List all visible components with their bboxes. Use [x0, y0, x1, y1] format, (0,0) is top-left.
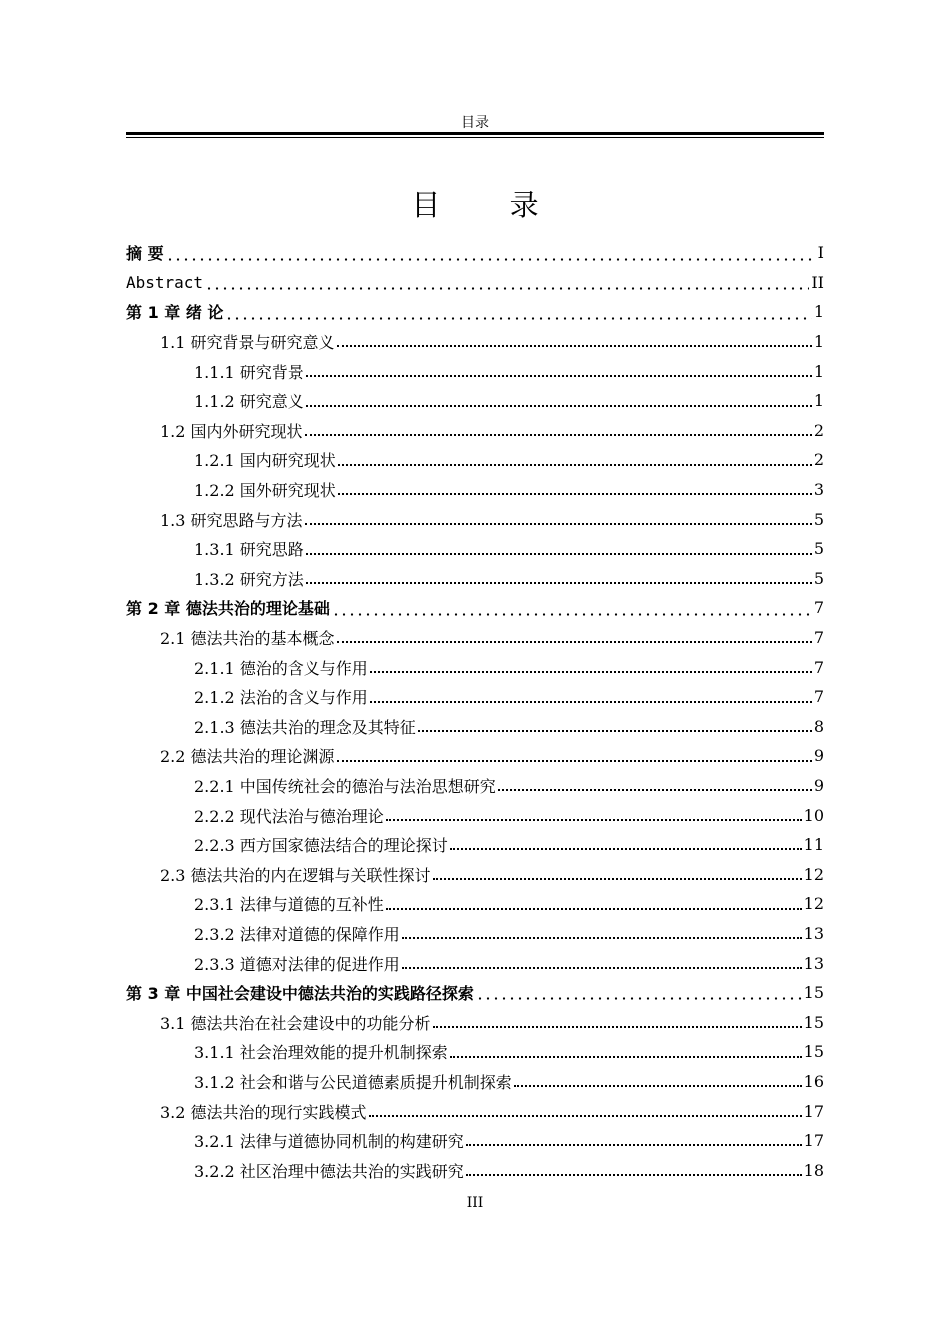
toc-entry[interactable] — [126, 504, 824, 534]
toc-entry-page: 15 — [803, 1042, 824, 1062]
toc-dot-leader — [306, 374, 812, 377]
table-of-contents — [126, 238, 824, 1185]
toc-entry[interactable] — [126, 1067, 824, 1097]
toc-entry-page: 15 — [803, 983, 824, 1003]
toc-entry-label: 3.2 德法共治的现行实践模式 — [160, 1102, 367, 1122]
toc-entry[interactable] — [126, 564, 824, 594]
toc-entry-label: 1.1 研究背景与研究意义 — [160, 333, 335, 353]
toc-entry-label: 1.3.1 研究思路 — [194, 540, 304, 560]
toc-entry-label: 摘 要 — [126, 244, 164, 264]
toc-entry-label: 1.2 国内外研究现状 — [160, 421, 303, 441]
toc-dot-leader — [402, 966, 802, 969]
toc-entry-page: 12 — [803, 864, 824, 884]
toc-entry-page: 13 — [803, 953, 824, 973]
toc-dot-leader — [369, 1114, 802, 1117]
toc-dot-leader — [205, 287, 809, 290]
toc-entry-label: 1.2.1 国内研究现状 — [194, 451, 336, 471]
toc-entry-page: 3 — [813, 480, 824, 500]
toc-entry[interactable] — [126, 800, 824, 830]
toc-entry-label: 2.3 德法共治的内在逻辑与关联性探讨 — [160, 865, 431, 885]
toc-entry-label: 1.3 研究思路与方法 — [160, 510, 303, 530]
toc-dot-leader — [450, 1055, 802, 1058]
toc-entry[interactable] — [126, 1096, 824, 1126]
toc-entry-page: 9 — [813, 746, 824, 766]
toc-entry-page: 1 — [813, 302, 824, 322]
toc-dot-leader — [166, 258, 816, 261]
toc-dot-leader — [305, 522, 812, 525]
toc-dot-leader — [514, 1084, 802, 1087]
toc-entry-label: 1.2.2 国外研究现状 — [194, 481, 336, 501]
toc-dot-leader — [498, 788, 812, 791]
toc-entry-label: 2.3.1 法律与道德的互补性 — [194, 895, 384, 915]
toc-entry[interactable] — [126, 771, 824, 801]
toc-entry-page: 9 — [813, 775, 824, 795]
toc-entry-label: 1.1.2 研究意义 — [194, 392, 304, 412]
toc-entry-label: 第 1 章 绪 论 — [126, 303, 224, 323]
toc-entry-page: 1 — [813, 391, 824, 411]
toc-entry[interactable] — [126, 1007, 824, 1037]
toc-entry-label: 3.1 德法共治在社会建设中的功能分析 — [160, 1013, 431, 1033]
page-number: III — [466, 1195, 484, 1211]
toc-dot-leader — [338, 492, 812, 495]
toc-entry[interactable] — [126, 268, 824, 298]
toc-dot-leader — [386, 818, 802, 821]
toc-dot-leader — [402, 936, 802, 939]
toc-dot-leader — [466, 1143, 802, 1146]
toc-entry-page: 10 — [803, 805, 824, 825]
toc-entry-page: 7 — [813, 598, 824, 618]
toc-entry[interactable] — [126, 327, 824, 357]
toc-entry[interactable] — [126, 682, 824, 712]
toc-entry-page: 13 — [803, 923, 824, 943]
toc-entry-label: Abstract — [126, 272, 204, 292]
toc-dot-leader — [370, 670, 812, 673]
toc-entry-label: 2.2.1 中国传统社会的德治与法治思想研究 — [194, 776, 496, 796]
toc-entry[interactable] — [126, 652, 824, 682]
toc-entry[interactable] — [126, 445, 824, 475]
toc-entry[interactable] — [126, 859, 824, 889]
toc-entry-label: 3.2.2 社区治理中德法共治的实践研究 — [194, 1161, 464, 1181]
toc-entry-label: 2.2 德法共治的理论渊源 — [160, 747, 335, 767]
toc-dot-leader — [306, 552, 812, 555]
toc-entry-page: 5 — [813, 568, 824, 588]
toc-entry-page: 7 — [813, 657, 824, 677]
toc-entry[interactable] — [126, 712, 824, 742]
toc-entry[interactable] — [126, 1155, 824, 1185]
toc-dot-leader — [306, 581, 812, 584]
toc-entry[interactable] — [126, 416, 824, 446]
toc-entry-label: 2.3.2 法律对道德的保障作用 — [194, 924, 400, 944]
toc-entry[interactable] — [126, 386, 824, 416]
toc-dot-leader — [476, 997, 802, 1000]
toc-dot-leader — [225, 317, 811, 320]
toc-dot-leader — [386, 907, 802, 910]
toc-entry[interactable] — [126, 1126, 824, 1156]
toc-entry[interactable] — [126, 919, 824, 949]
toc-dot-leader — [337, 640, 812, 643]
toc-dot-leader — [433, 877, 802, 880]
toc-entry[interactable] — [126, 889, 824, 919]
toc-dot-leader — [418, 729, 812, 732]
toc-entry-label: 3.1.2 社会和谐与公民道德素质提升机制探索 — [194, 1072, 512, 1092]
toc-entry-page: 7 — [813, 687, 824, 707]
page-title: 目 录 — [411, 188, 569, 222]
toc-entry-label: 3.2.1 法律与道德协同机制的构建研究 — [194, 1132, 464, 1152]
toc-entry-label: 3.1.1 社会治理效能的提升机制探索 — [194, 1043, 448, 1063]
toc-dot-leader — [338, 463, 812, 466]
toc-entry-page: 17 — [803, 1101, 824, 1121]
toc-entry-label: 第 2 章 德法共治的理论基础 — [126, 599, 330, 619]
toc-entry-label: 2.1 德法共治的基本概念 — [160, 629, 335, 649]
toc-entry[interactable] — [126, 623, 824, 653]
header-rule-thin — [126, 137, 824, 138]
toc-dot-leader — [306, 404, 812, 407]
toc-entry-label: 第 3 章 中国社会建设中德法共治的实践路径探索 — [126, 984, 474, 1004]
toc-entry-label: 1.1.1 研究背景 — [194, 362, 304, 382]
toc-dot-leader — [466, 1173, 802, 1176]
toc-entry-page: 2 — [813, 450, 824, 470]
toc-entry-label: 2.1.2 法治的含义与作用 — [194, 688, 368, 708]
toc-entry-page: 17 — [803, 1131, 824, 1151]
toc-dot-leader — [332, 613, 812, 616]
toc-entry[interactable] — [126, 475, 824, 505]
toc-entry[interactable] — [126, 830, 824, 860]
toc-entry-label: 2.2.3 西方国家德法结合的理论探讨 — [194, 836, 448, 856]
toc-entry-page: 1 — [813, 361, 824, 381]
toc-entry-page: 8 — [813, 716, 824, 736]
toc-entry-page: 18 — [803, 1160, 824, 1180]
toc-dot-leader — [305, 433, 812, 436]
toc-entry-page: 11 — [803, 835, 824, 855]
toc-dot-leader — [370, 700, 812, 703]
toc-entry[interactable] — [126, 741, 824, 771]
toc-entry[interactable] — [126, 593, 824, 623]
toc-entry-label: 2.1.1 德治的含义与作用 — [194, 658, 368, 678]
toc-entry-page: 16 — [803, 1071, 824, 1091]
toc-entry-page: 5 — [813, 539, 824, 559]
toc-dot-leader — [337, 759, 812, 762]
toc-entry-page: 12 — [803, 894, 824, 914]
toc-entry-page: II — [811, 272, 824, 292]
toc-entry[interactable] — [126, 534, 824, 564]
toc-entry[interactable] — [126, 978, 824, 1008]
toc-entry[interactable] — [126, 948, 824, 978]
running-header: 目录 — [461, 115, 489, 131]
toc-entry-page: 7 — [813, 628, 824, 648]
toc-entry[interactable] — [126, 356, 824, 386]
header-rule — [126, 132, 824, 135]
toc-dot-leader — [337, 344, 812, 347]
toc-entry-label: 2.3.3 道德对法律的促进作用 — [194, 954, 400, 974]
toc-entry-page: 15 — [803, 1012, 824, 1032]
toc-entry[interactable] — [126, 1037, 824, 1067]
toc-dot-leader — [450, 847, 802, 850]
toc-dot-leader — [433, 1025, 802, 1028]
toc-entry-label: 2.1.3 德法共治的理念及其特征 — [194, 717, 416, 737]
toc-entry-label: 2.2.2 现代法治与德治理论 — [194, 806, 384, 826]
toc-entry-label: 1.3.2 研究方法 — [194, 569, 304, 589]
toc-entry[interactable] — [126, 297, 824, 327]
toc-entry[interactable] — [126, 238, 824, 268]
toc-entry-page: I — [817, 243, 824, 263]
toc-entry-page: 2 — [813, 420, 824, 440]
toc-entry-page: 1 — [813, 332, 824, 352]
toc-entry-page: 5 — [813, 509, 824, 529]
